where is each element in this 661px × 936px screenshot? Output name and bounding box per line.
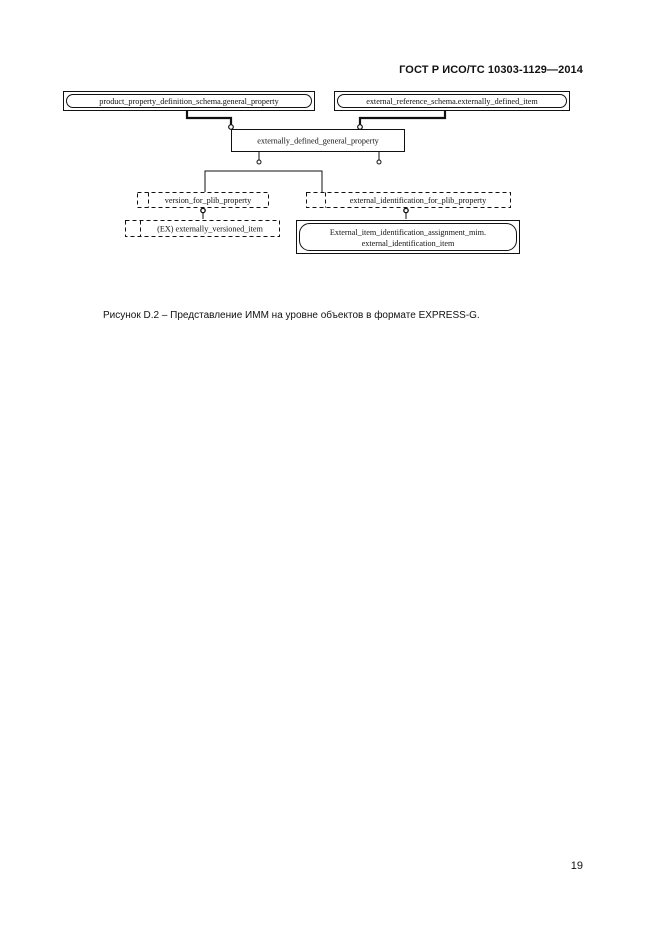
supertype-line-right bbox=[360, 111, 445, 125]
subtype-circle-left bbox=[257, 160, 261, 164]
label-external-item-line2: external_identification_item bbox=[361, 239, 455, 248]
relation-circle-version bbox=[201, 208, 205, 212]
label-version-for-plib-property: version_for_plib_property bbox=[164, 196, 252, 205]
supertype-line-left bbox=[187, 111, 231, 125]
figure-caption: Рисунок D.2 – Представление ИММ на уровне объектов в формате EXPRESS-G. bbox=[103, 310, 480, 321]
label-external-identification-for-plib-property: external_identification_for_plib_property bbox=[349, 196, 487, 205]
supertype-circle-right bbox=[358, 125, 363, 130]
relation-circle-external bbox=[404, 208, 408, 212]
label-externally-versioned-item: (EX) externally_versioned_item bbox=[157, 224, 263, 234]
supertype-circle-left bbox=[229, 125, 234, 130]
label-product-property-definition: product_property_definition_schema.general_property bbox=[99, 97, 279, 106]
document-header: ГОСТ Р ИСО/ТС 10303-1129—2014 bbox=[399, 64, 583, 76]
subtype-circle-right bbox=[377, 160, 381, 164]
branch-line-version bbox=[205, 171, 322, 192]
label-external-reference: external_reference_schema.externally_defined_item bbox=[366, 97, 538, 106]
label-external-item-line1: External_item_identification_assignment_mim. bbox=[329, 228, 487, 237]
page-number: 19 bbox=[570, 860, 583, 872]
external-identification-item-node bbox=[297, 221, 520, 254]
label-externally-defined-general-property: externally_defined_general_property bbox=[257, 136, 379, 146]
